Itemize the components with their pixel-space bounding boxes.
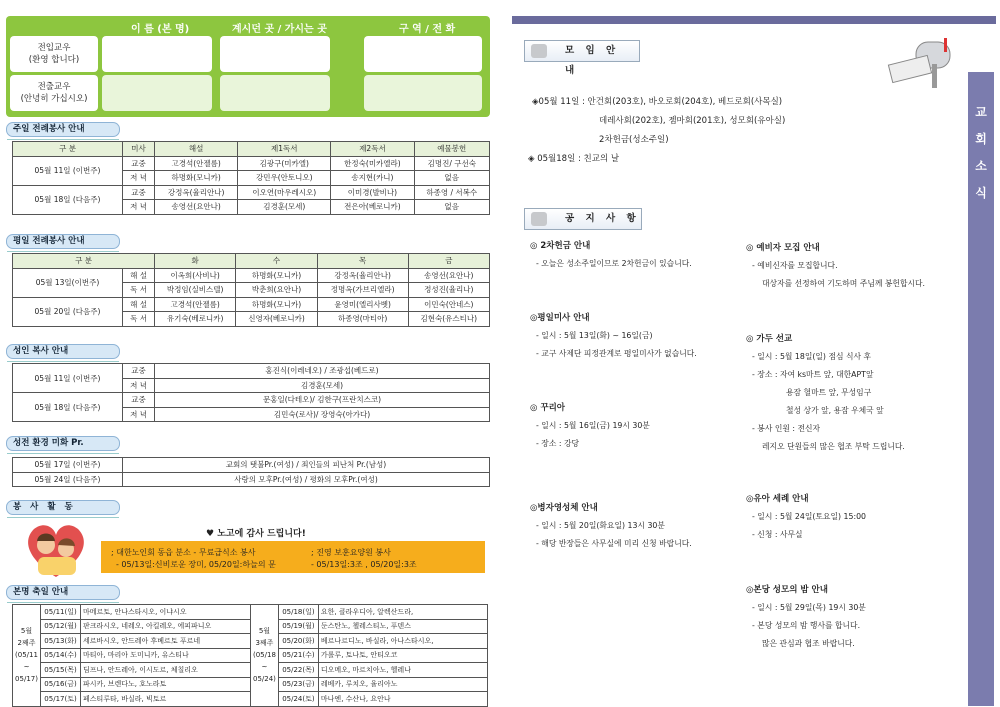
- table-row: 저 녁 김민숙(로사)/ 장영숙(아가다): [13, 407, 490, 422]
- family-illustration: [20, 519, 92, 581]
- table-row: 05/13(화) 세르바시오, 안드레아 후베르토 푸르네 05/20(화) 베르나르디노, 바실라, 아나스타시오,: [13, 634, 488, 649]
- transfer-in-label: 전입교우 (환영 합니다): [10, 36, 98, 72]
- table-row: 5월 2째주 (05/11 ~ 05/17) 05/11(일) 마메르토, 안나스타시오, 이냐시오 5월 3째주 (05/18 ~ 05/24) 05/18(일) 요한, 클라우디아, 알렉산드라,: [13, 605, 488, 620]
- table-row: 05월 20일 (다음주) 해 설 고경석(안젤름) 하명화(모니카) 윤영미(엘리사벳) 이민숙(안네스): [13, 297, 490, 312]
- volunteer-b2: - 05/13일:3조 , 05/20일:3조: [311, 560, 417, 569]
- altar-server-table: [12, 363, 490, 422]
- transfer-out-area[interactable]: [364, 75, 482, 111]
- side-tab: [964, 24, 998, 706]
- transfer-in-place[interactable]: [220, 36, 330, 72]
- notice-sick-communion: ◎병자영성체 안내 - 일시 : 5월 20일(화요일) 13시 30분 - 해당 반장들은 사무실에 미리 신청 바랍니다.: [530, 503, 692, 548]
- notice-marian-night: ◎본당 성모의 밤 안내 - 일시 : 5월 29일(목) 19시 30분 - 본당 성모의 밤 행사를 합니다. 많은 관심과 협조 바랍니다.: [746, 585, 866, 648]
- table-row: 05월 18일 (다음주) 교중 강정옥(율리안나) 이오연(마우레시오) 이미경(발비나) 하종영 / 서복수: [13, 185, 490, 200]
- table-row: 05월 11일 (이번주) 교중 홍진식(이레네오) / 조광섭(베드로): [13, 364, 490, 379]
- table-row: 저 녁 김경훈(모세): [13, 378, 490, 393]
- thanks-heading: ♥ 노고에 감사 드립니다!: [206, 529, 306, 539]
- table-row: 독 서 박정임(실비스텔) 박춘희(요안나) 정명옥(가브리엘라) 정성진(율리나): [13, 283, 490, 298]
- table-row: 저 녁 송영선(요안나) 김경훈(모세) 전은아(베로니카) 없음: [13, 200, 490, 215]
- transfer-in-name[interactable]: [102, 36, 212, 72]
- meeting-icon: [531, 44, 547, 58]
- meeting-line-2: 데레사회(202호), 젬마회(201호), 성모회(유아실): [599, 116, 786, 126]
- feast-day-title: 본명 축일 안내: [6, 585, 120, 600]
- cleaning-table: [12, 457, 490, 487]
- right-panel: [512, 16, 998, 706]
- weekday-liturgy-title: 평일 전례봉사 안내: [6, 234, 120, 249]
- table-row: 05/17(토) 페스티루타, 바실라, 빅토르 05/24(토) 마나엔, 수산나, 요안나: [13, 692, 488, 707]
- notice-catechumen: ◎ 예비자 모집 안내 - 예비신자를 모집합니다. 대상자를 선정하여 기도하며 주님께 봉헌합시다.: [746, 243, 926, 288]
- feast-day-table: [12, 604, 488, 707]
- table-row: 05월 17일 (이번주) 교회의 탯불Pr.(여성) / 죄인들의 피난처 Pr.(남성): [13, 458, 490, 473]
- col-place: 계시던 곳 / 가시는 곳: [232, 24, 327, 35]
- meeting-line-4: ◈ 05월18일 : 친교의 날: [528, 154, 620, 164]
- transfer-in-row: [10, 36, 486, 72]
- table-row: 05/14(수) 마티아, 마리아 도미니카, 유스티나 05/21(수) 가롤루, 토나토, 안티오코: [13, 648, 488, 663]
- transfer-out-name[interactable]: [102, 75, 212, 111]
- notice-street-mission: ◎ 가두 선교 - 일시 : 5월 18일(일) 점심 식사 후 - 장소 : 자여 ks마트 앞, 대한APT앞 용잠 혈마트 앞, 무성임구 철성 상가 앞, 용잠 우체국 앞 - 봉사 인원 : 전신자 레지오 단원들의 많은 협조 부탁 드립니다.: [746, 334, 905, 451]
- notice-infant-baptism: ◎유아 세례 안내 - 일시 : 5월 24일(토요일) 15:00 - 신청 : 사무실: [746, 494, 866, 539]
- registration-box: [6, 16, 490, 117]
- transfer-out-place[interactable]: [220, 75, 330, 111]
- volunteer-a1: ; 대한노인회 동읍 분소 - 무료급식소 봉사: [111, 548, 256, 557]
- notice-weekday-mass: ◎평일미사 안내 - 일시 : 5월 13일(화) ~ 16일(금) - 교구 사제단 피정관계로 평일미사가 없습니다.: [530, 313, 697, 358]
- meeting-title: 모 임 안 내: [524, 40, 640, 62]
- col-name: 이 름 (본 명): [131, 24, 190, 35]
- mailbox-icon: [886, 34, 958, 92]
- table-row: 05/16(금) 파시카, 브렌다노, 호노라토 05/23(금) 레베카, 루치오, 율리아노: [13, 677, 488, 692]
- notice-curia: ◎ 꾸리아 - 일시 : 5월 16일(금) 19시 30분 - 장소 : 강당: [530, 403, 650, 448]
- transfer-out-row: [10, 75, 486, 111]
- sunday-liturgy-title: 주일 전례봉사 안내: [6, 122, 120, 137]
- volunteer-a2: - 05/13일:신비로운 장미, 05/20일:하늘의 문: [116, 560, 276, 569]
- volunteer-title: 봉 사 활 동: [6, 500, 120, 515]
- table-row: 05월 24일 (다음주) 사랑의 모후Pr.(여성) / 평화의 모후Pr.(여성): [13, 472, 490, 487]
- cleaning-title: 성전 환경 미화 Pr.: [6, 436, 120, 451]
- weekday-liturgy-table: 구 분 화 수 목 금 05월 13일(이번주) 해 설 이옥희(사비나) 하명화(모니카) 강정옥(율리안나) 송영선(요안나) 독 서 박정임(실비스텔) 박춘희(요안나) 정명옥(가브리엘라) 정성진(율리나) 05월 20일 (다음주) 해 설 고경석(안젤름) 하명화(모니카) 윤영미(엘리사벳) 이민숙(안네스) 독 서 유기숙(베로니카) 신영자(베로니카) 하종영(마티아) 김현숙(유스티나): [12, 253, 490, 327]
- table-row: 05월 11일 (이번주) 교중 고경석(안젤름) 김광구(미카엘) 한정숙(미카엘라) 김명진/ 구선숙: [13, 156, 490, 171]
- table-row: 05/15(목) 딤프나, 안드레아, 이시도르, 체칠리오 05/22(목) 디오메오, 마르치아노, 헬레나: [13, 663, 488, 678]
- notice-title: 공 지 사 항: [524, 208, 642, 230]
- table-row: 05/12(월) 판크라시오, 네레오, 아킬레오, 에피파니오 05/19(월) 둔스탄노, 첼레스티노, 푸덴스: [13, 619, 488, 634]
- transfer-in-area[interactable]: [364, 36, 482, 72]
- table-row: 05월 13일(이번주) 해 설 이옥희(사비나) 하명화(모니카) 강정옥(율리안나) 송영선(요안나): [13, 268, 490, 283]
- volunteer-box: [6, 519, 486, 579]
- table-row: 독 서 유기숙(베로니카) 신영자(베로니카) 하종영(마티아) 김현숙(유스티나): [13, 312, 490, 327]
- top-bar: [512, 16, 996, 24]
- notice-second-collection: ◎ 2차헌금 안내 - 오늘은 성소주일이므로 2차헌금이 있습니다.: [530, 241, 692, 268]
- transfer-out-label: 전출교우 (안녕히 가십시오): [10, 75, 98, 111]
- col-area: 구 역 / 전 화: [399, 24, 456, 35]
- sunday-liturgy-table: 구 분 미사 해설 제1독서 제2독서 예물봉헌 05월 11일 (이번주) 교중 고경석(안젤름) 김광구(미카엘) 한정숙(미카엘라) 김명진/ 구선숙 저 녁 하명화(모니카) 강민우(안토니오) 송지현(카니) 없음 05월 18일 (다음주) 교중 강정옥(율리안나) 이오연(마우레시오) 이미경(발비나) 하종영 / 서복수 저 녁 송영선(요안나) 김경훈(모세) 전은아(베로니카) 없음: [12, 141, 490, 215]
- side-title: 교 회 소 식: [975, 105, 987, 200]
- table-row: 05월 18일 (다음주) 교중 문홍일(다테오)/ 김한구(프란치스코): [13, 393, 490, 408]
- table-row: 저 녁 하명화(모니카) 강민우(안토니오) 송지현(카니) 없음: [13, 171, 490, 186]
- volunteer-b1: ; 진영 보훈요양원 봉사: [311, 548, 391, 557]
- meeting-line-3: 2차헌금(성소주일): [599, 135, 669, 145]
- meeting-line-1: ◈05월 11일 : 안건회(203호), 바오로회(204호), 베드로회(사목실): [532, 97, 783, 107]
- altar-server-title: 성인 복사 안내: [6, 344, 120, 359]
- notice-icon: [531, 212, 547, 226]
